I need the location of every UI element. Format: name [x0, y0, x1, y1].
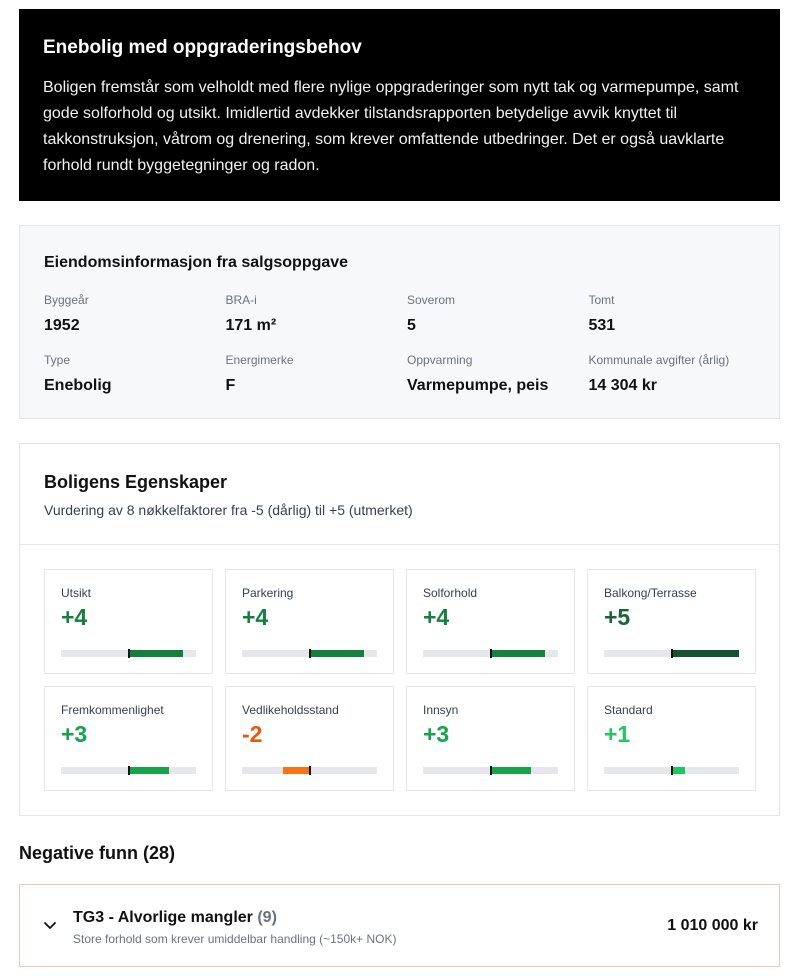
feature-card [44, 569, 213, 674]
property-info-grid [44, 293, 755, 399]
feature-score: +4 [61, 604, 88, 630]
score-bar-center-marker [490, 649, 492, 658]
tg3-description: Store forhold som krever umiddelbar handling (~150k+ NOK) [73, 932, 397, 946]
feature-card [587, 686, 756, 791]
property-info-panel [19, 225, 780, 419]
info-label: Kommunale avgifter (årlig) [588, 353, 730, 367]
feature-score: +4 [423, 604, 450, 630]
score-bar [423, 650, 558, 657]
score-bar-fill [129, 767, 170, 774]
feature-score: +3 [61, 721, 88, 747]
score-bar-center-marker [309, 766, 311, 775]
score-bar [423, 767, 558, 774]
info-value: 5 [407, 317, 416, 334]
info-value: Enebolig [44, 377, 112, 394]
features-grid [44, 569, 756, 791]
feature-name: Parkering [242, 586, 294, 600]
info-label: Oppvarming [407, 353, 473, 367]
info-build-year [44, 293, 226, 339]
score-bar-fill [491, 767, 532, 774]
score-bar [61, 650, 196, 657]
score-bar [604, 767, 739, 774]
feature-card [225, 686, 394, 791]
info-label: BRA-i [225, 293, 257, 307]
feature-score: +5 [604, 604, 631, 630]
features-header [20, 444, 779, 545]
info-value: 1952 [44, 317, 80, 334]
score-bar-center-marker [490, 766, 492, 775]
property-info-title: Eiendomsinformasjon fra salgsoppgave [44, 254, 349, 271]
summary-title: Enebolig med oppgraderingsbehov [43, 37, 362, 58]
feature-name: Fremkommenlighet [61, 703, 164, 717]
score-bar-fill [491, 650, 545, 657]
info-value: Varmepumpe, peis [407, 377, 549, 394]
info-plot [589, 293, 771, 339]
score-bar-center-marker [128, 766, 130, 775]
info-value: F [225, 377, 236, 394]
info-value: 14 304 kr [588, 377, 658, 394]
summary-text: Boligen fremstår som velholdt med flere nylige oppgraderinger som nytt tak og varmepumpe, samt gode solforhold og utsikt. Imidlertid avdekker tilstandsrapporten betydelige avvik knyttet til takkonstruksjon, våtrom og drenering, som krever omfattende utbedringer. Det er også uavklarte forhold rundt byggetegninger og radon. [43, 79, 739, 174]
feature-card [44, 686, 213, 791]
info-municipal-fees [589, 353, 771, 399]
score-bar-fill [283, 767, 310, 774]
score-bar [604, 650, 739, 657]
score-bar-center-marker [128, 649, 130, 658]
feature-name: Solforhold [423, 586, 478, 600]
feature-name: Innsyn [423, 703, 459, 717]
score-bar [242, 650, 377, 657]
feature-name: Vedlikeholdsstand [242, 703, 339, 717]
tg3-findings-group[interactable] [19, 884, 780, 967]
info-label: Soverom [407, 293, 456, 307]
tg3-count: (9) [257, 909, 277, 926]
info-value: 531 [588, 317, 616, 334]
feature-score: +4 [242, 604, 269, 630]
score-bar-fill [672, 767, 686, 774]
score-bar [61, 767, 196, 774]
tg3-title [73, 909, 277, 927]
summary-panel [19, 9, 780, 201]
chevron-down-icon[interactable] [42, 917, 58, 933]
score-bar-fill [310, 650, 364, 657]
info-energy-label [226, 353, 408, 399]
feature-name: Standard [604, 703, 653, 717]
info-label: Byggeår [44, 293, 89, 307]
info-bra [226, 293, 408, 339]
info-label: Energimerke [225, 353, 294, 367]
info-heating [407, 353, 589, 399]
feature-name: Utsikt [61, 586, 91, 600]
info-type [44, 353, 226, 399]
score-bar-fill [129, 650, 183, 657]
score-bar-fill [672, 650, 740, 657]
feature-score: +3 [423, 721, 450, 747]
features-panel [19, 443, 780, 816]
feature-card [406, 569, 575, 674]
score-bar-center-marker [671, 766, 673, 775]
tg3-title-text: TG3 - Alvorlige mangler [73, 909, 253, 926]
info-value: 171 m² [225, 317, 277, 334]
feature-name: Balkong/Terrasse [604, 586, 697, 600]
feature-score: -2 [242, 721, 263, 747]
score-bar-center-marker [309, 649, 311, 658]
score-bar [242, 767, 377, 774]
negative-findings-title: Negative funn (28) [19, 843, 176, 863]
feature-card [225, 569, 394, 674]
score-bar-center-marker [671, 649, 673, 658]
feature-score: +1 [604, 721, 631, 747]
feature-card [406, 686, 575, 791]
feature-card [587, 569, 756, 674]
features-title: Boligens Egenskaper [44, 472, 228, 492]
info-bedrooms [407, 293, 589, 339]
tg3-amount: 1 010 000 kr [667, 917, 758, 934]
info-label: Type [44, 353, 71, 367]
features-subtitle: Vurdering av 8 nøkkelfaktorer fra -5 (dårlig) til +5 (utmerket) [44, 502, 413, 518]
info-label: Tomt [588, 293, 615, 307]
